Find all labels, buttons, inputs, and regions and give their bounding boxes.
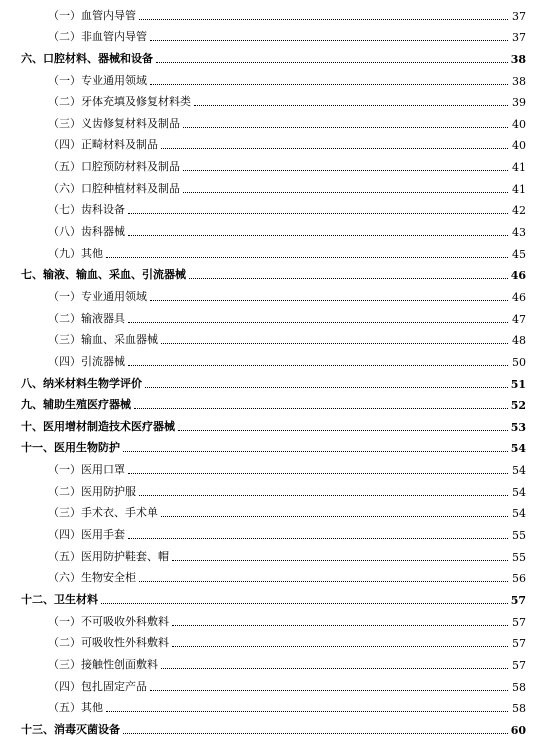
toc-entry-label: （四）引流器械 bbox=[48, 354, 125, 368]
toc-dot-leader bbox=[161, 148, 508, 149]
toc-page-number: 38 bbox=[510, 52, 526, 66]
toc-section-entry[interactable] bbox=[0, 717, 547, 739]
toc-page-number: 58 bbox=[512, 680, 526, 694]
toc-page-number: 55 bbox=[512, 550, 526, 564]
toc-entry-label: （二）可吸收性外科敷料 bbox=[48, 636, 169, 650]
toc-entry-label: （三）手术衣、手术单 bbox=[48, 506, 158, 520]
toc-subsection-entry[interactable] bbox=[0, 566, 547, 588]
toc-subsection-entry[interactable] bbox=[0, 501, 547, 523]
toc-subsection-entry[interactable] bbox=[0, 241, 547, 263]
toc-page-number: 41 bbox=[512, 182, 526, 196]
toc-subsection-entry[interactable] bbox=[0, 522, 547, 544]
toc-dot-leader bbox=[128, 473, 508, 474]
toc-dot-leader bbox=[123, 733, 508, 734]
toc-dot-leader bbox=[172, 560, 508, 561]
toc-entry-label: （一）不可吸收外科敷料 bbox=[48, 614, 169, 628]
toc-subsection-entry[interactable] bbox=[0, 609, 547, 631]
toc-page-number: 45 bbox=[512, 247, 526, 261]
toc-entry-label: （五）其他 bbox=[48, 701, 103, 715]
toc-entry-label: （一）专业通用领域 bbox=[48, 289, 147, 303]
toc-dot-leader bbox=[189, 278, 508, 279]
toc-dot-leader bbox=[183, 127, 508, 128]
toc-page-number: 57 bbox=[512, 658, 526, 672]
toc-dot-leader bbox=[150, 84, 508, 85]
toc-page-number: 48 bbox=[512, 334, 526, 348]
toc-entry-label: （六）生物安全柜 bbox=[48, 571, 136, 585]
toc-entry-label: （一）专业通用领域 bbox=[48, 73, 147, 87]
toc-entry-label: （三）义齿修复材料及制品 bbox=[48, 116, 180, 130]
toc-entry-label: 十一、医用生物防护 bbox=[21, 441, 120, 455]
toc-entry-label: （二）非血管内导管 bbox=[48, 30, 147, 44]
toc-subsection-entry[interactable] bbox=[0, 631, 547, 653]
toc-subsection-entry[interactable] bbox=[0, 284, 547, 306]
toc-dot-leader bbox=[156, 62, 508, 63]
toc-section-entry[interactable] bbox=[0, 371, 547, 393]
toc-page-number: 57 bbox=[512, 615, 526, 629]
toc-dot-leader bbox=[128, 365, 508, 366]
toc-subsection-entry[interactable] bbox=[0, 544, 547, 566]
toc-section-entry[interactable] bbox=[0, 587, 547, 609]
toc-dot-leader bbox=[150, 40, 508, 41]
toc-dot-leader bbox=[128, 538, 508, 539]
toc-entry-label: （二）牙体充填及修复材料类 bbox=[48, 95, 191, 109]
toc-page-number: 38 bbox=[512, 74, 526, 88]
toc-page-number: 51 bbox=[510, 377, 526, 391]
toc-page-number: 53 bbox=[510, 420, 526, 434]
toc-section-entry[interactable] bbox=[0, 46, 547, 68]
toc-subsection-entry[interactable] bbox=[0, 479, 547, 501]
toc-page-number: 57 bbox=[512, 637, 526, 651]
toc-entry-label: （三）输血、采血器械 bbox=[48, 333, 158, 347]
toc-page-number: 43 bbox=[512, 226, 526, 240]
toc-dot-leader bbox=[183, 192, 508, 193]
toc-entry-label: 八、纳米材料生物学评价 bbox=[21, 376, 142, 390]
toc-subsection-entry[interactable] bbox=[0, 111, 547, 133]
toc-dot-leader bbox=[194, 105, 508, 106]
toc-dot-leader bbox=[150, 690, 508, 691]
toc-page-number: 42 bbox=[512, 204, 526, 218]
toc-page-number: 40 bbox=[512, 117, 526, 131]
toc-page-number: 50 bbox=[512, 355, 526, 369]
toc-dot-leader bbox=[128, 213, 508, 214]
toc-page-number: 54 bbox=[512, 464, 526, 478]
toc-page-number: 57 bbox=[510, 593, 526, 607]
toc-page-number: 47 bbox=[512, 312, 526, 326]
toc-dot-leader bbox=[139, 495, 508, 496]
toc-section-entry[interactable] bbox=[0, 263, 547, 285]
toc-subsection-entry[interactable] bbox=[0, 652, 547, 674]
toc-dot-leader bbox=[106, 257, 508, 258]
toc-subsection-entry[interactable] bbox=[0, 90, 547, 112]
toc-dot-leader bbox=[123, 451, 508, 452]
toc-page-number: 55 bbox=[512, 529, 526, 543]
toc-dot-leader bbox=[106, 711, 508, 712]
toc-page-number: 54 bbox=[510, 442, 526, 456]
toc-page-number: 40 bbox=[512, 139, 526, 153]
toc-dot-leader bbox=[128, 322, 508, 323]
toc-subsection-entry[interactable] bbox=[0, 176, 547, 198]
toc-dot-leader bbox=[128, 235, 508, 236]
toc-dot-leader bbox=[139, 19, 508, 20]
toc-section-entry[interactable] bbox=[0, 414, 547, 436]
toc-dot-leader bbox=[161, 343, 508, 344]
toc-dot-leader bbox=[101, 603, 508, 604]
toc-subsection-entry[interactable] bbox=[0, 68, 547, 90]
toc-page-number: 39 bbox=[512, 96, 526, 110]
toc-section-entry[interactable] bbox=[0, 436, 547, 458]
toc-subsection-entry[interactable] bbox=[0, 133, 547, 155]
toc-subsection-entry[interactable] bbox=[0, 674, 547, 696]
toc-entry-label: （四）包扎固定产品 bbox=[48, 679, 147, 693]
toc-page-number: 56 bbox=[512, 572, 526, 586]
toc-subsection-entry[interactable] bbox=[0, 25, 547, 47]
toc-entry-label: （一）血管内导管 bbox=[48, 8, 136, 22]
toc-entry-label: 六、口腔材料、器械和设备 bbox=[21, 51, 153, 65]
toc-entry-label: （二）输液器具 bbox=[48, 311, 125, 325]
toc-subsection-entry[interactable] bbox=[0, 696, 547, 718]
toc-dot-leader bbox=[161, 516, 508, 517]
toc-subsection-entry[interactable] bbox=[0, 349, 547, 371]
toc-dot-leader bbox=[172, 625, 508, 626]
toc-entry-label: （二）医用防护服 bbox=[48, 484, 136, 498]
toc-entry-label: （五）医用防护鞋套、帽 bbox=[48, 549, 169, 563]
toc-page-number: 37 bbox=[512, 9, 526, 23]
toc-section-entry[interactable] bbox=[0, 393, 547, 415]
toc-subsection-entry[interactable] bbox=[0, 457, 547, 479]
toc-dot-leader bbox=[161, 668, 508, 669]
toc-entry-label: （四）正畸材料及制品 bbox=[48, 138, 158, 152]
toc-subsection-entry[interactable] bbox=[0, 154, 547, 176]
toc-entry-label: 九、辅助生殖医疗器械 bbox=[21, 398, 131, 412]
toc-entry-label: 十、医用增材制造技术医疗器械 bbox=[21, 419, 175, 433]
toc-dot-leader bbox=[172, 646, 508, 647]
toc-entry-label: （五）口腔预防材料及制品 bbox=[48, 160, 180, 174]
toc-dot-leader bbox=[150, 300, 508, 301]
toc-entry-label: （八）齿科器械 bbox=[48, 225, 125, 239]
toc-entry-label: （一）医用口罩 bbox=[48, 463, 125, 477]
toc-entry-label: 七、输液、输血、采血、引流器械 bbox=[21, 268, 186, 282]
toc-subsection-entry[interactable] bbox=[0, 219, 547, 241]
toc-page-number: 37 bbox=[512, 31, 526, 45]
toc-entry-label: 十三、消毒灭菌设备 bbox=[21, 722, 120, 736]
toc-entry-label: 十二、卫生材料 bbox=[21, 592, 98, 606]
toc-entry-label: （七）齿科设备 bbox=[48, 203, 125, 217]
table-of-contents bbox=[0, 3, 547, 739]
toc-entry-label: （六）口腔种植材料及制品 bbox=[48, 181, 180, 195]
toc-page-number: 60 bbox=[510, 723, 526, 737]
toc-subsection-entry[interactable] bbox=[0, 198, 547, 220]
toc-entry-label: （四）医用手套 bbox=[48, 528, 125, 542]
toc-page-number: 54 bbox=[512, 485, 526, 499]
toc-page-number: 46 bbox=[510, 269, 526, 283]
toc-subsection-entry[interactable] bbox=[0, 306, 547, 328]
toc-entry-label: （三）接触性创面敷料 bbox=[48, 657, 158, 671]
toc-subsection-entry[interactable] bbox=[0, 3, 547, 25]
toc-dot-leader bbox=[139, 581, 508, 582]
toc-page-number: 54 bbox=[512, 507, 526, 521]
toc-entry-label: （九）其他 bbox=[48, 246, 103, 260]
toc-subsection-entry[interactable] bbox=[0, 328, 547, 350]
toc-page-number: 58 bbox=[512, 702, 526, 716]
toc-page-number: 46 bbox=[512, 290, 526, 304]
toc-dot-leader bbox=[183, 170, 508, 171]
toc-dot-leader bbox=[134, 408, 508, 409]
toc-dot-leader bbox=[178, 430, 508, 431]
toc-page-number: 52 bbox=[510, 399, 526, 413]
toc-page-number: 41 bbox=[512, 161, 526, 175]
toc-dot-leader bbox=[145, 387, 508, 388]
